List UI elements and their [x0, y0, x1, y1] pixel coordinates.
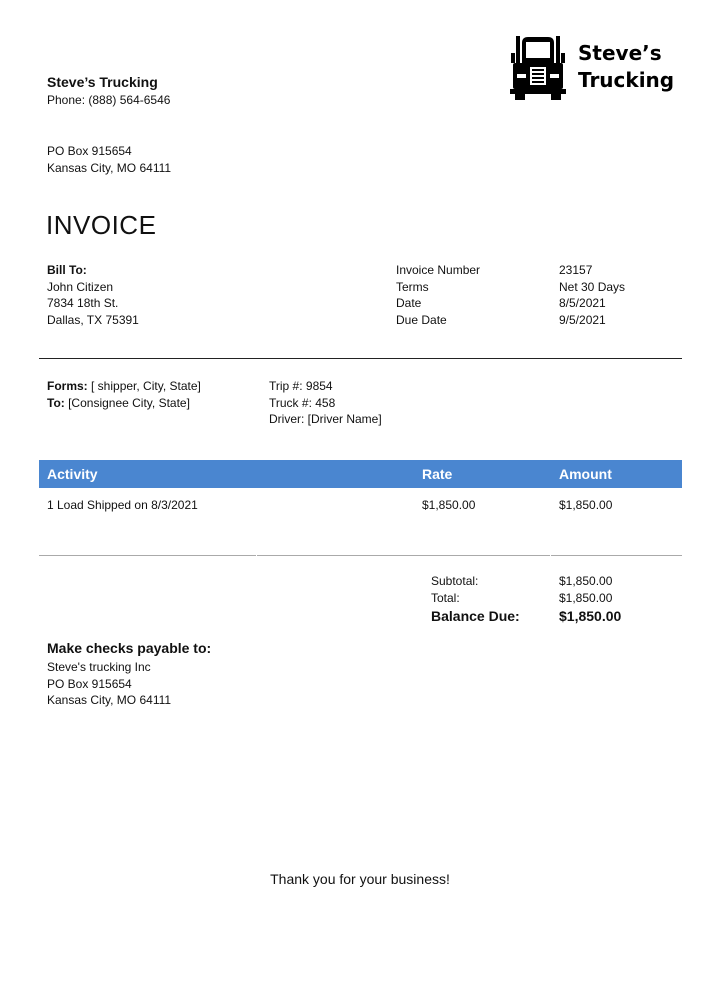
invoice-meta-labels [396, 262, 480, 328]
table-bottom-line [551, 555, 682, 556]
truck-number: Truck #: 458 [269, 395, 336, 410]
company-name: Steve’s Trucking [47, 74, 158, 90]
shipment-details [269, 378, 382, 428]
to-value: [Consignee City, State] [64, 395, 190, 410]
bill-to-name: John Citizen [47, 279, 114, 294]
table-bottom-line [39, 555, 256, 556]
payee-address-line2: Kansas City, MO 64111 [47, 693, 172, 707]
bill-to-label: Bill To: [47, 263, 87, 277]
payment-address [47, 659, 171, 709]
date-value: 8/5/2021 [559, 296, 606, 310]
balance-due-label: Balance Due: [431, 608, 520, 624]
driver-name: Driver: [Driver Name] [269, 412, 382, 426]
table-bottom-line [257, 555, 550, 556]
row-amount: $1,850.00 [559, 498, 613, 512]
invoice-title: INVOICE [46, 210, 157, 240]
trip-number: Trip #: 9854 [269, 379, 333, 393]
to-line [47, 395, 201, 412]
shipment-route [47, 378, 201, 411]
due-date-value: 9/5/2021 [559, 312, 606, 327]
truck-icon [508, 33, 568, 101]
company-address-line2: Kansas City, MO 64111 [47, 160, 172, 175]
rate-header: Rate [422, 466, 453, 482]
thank-you-note: Thank you for your business! [270, 871, 450, 887]
company-address-line1: PO Box 915654 [47, 144, 132, 158]
terms-label: Terms [396, 279, 429, 294]
section-divider [39, 358, 682, 359]
company-phone: Phone: (888) 564-6546 [47, 93, 171, 107]
total-label: Total: [431, 590, 460, 605]
terms-value: Net 30 Days [559, 279, 626, 294]
logo-text [578, 40, 674, 94]
balance-due-value: $1,850.00 [559, 608, 622, 624]
table-header [39, 460, 682, 488]
activity-header: Activity [47, 466, 98, 482]
logo-text-line1: Steve’s [578, 41, 662, 65]
forms-label: Forms: [47, 379, 88, 393]
row-activity: 1 Load Shipped on 8/3/2021 [47, 498, 198, 512]
invoice-number-label: Invoice Number [396, 263, 481, 277]
amount-header: Amount [559, 466, 612, 482]
invoice-number-value: 23157 [559, 263, 593, 277]
subtotal-label: Subtotal: [431, 574, 479, 588]
company-address [47, 143, 171, 176]
payee-name: Steve's trucking Inc [47, 660, 151, 674]
row-rate: $1,850.00 [422, 498, 476, 512]
forms-line [47, 378, 201, 395]
bill-to-street: 7834 18th St. [47, 296, 119, 310]
bill-to-city: Dallas, TX 75391 [47, 312, 139, 327]
payment-title: Make checks payable to: [47, 640, 212, 656]
date-label: Date [396, 296, 422, 310]
bill-to [47, 262, 139, 328]
payee-address-line1: PO Box 915654 [47, 676, 132, 691]
totals-labels [431, 573, 520, 626]
logo-text-line2: Trucking [578, 68, 675, 92]
invoice-meta-values [559, 262, 625, 328]
totals-values [559, 573, 621, 626]
to-label: To: [47, 395, 65, 410]
forms-value: [ shipper, City, State] [87, 379, 201, 393]
due-date-label: Due Date [396, 312, 447, 327]
subtotal-value: $1,850.00 [559, 574, 613, 588]
total-value: $1,850.00 [559, 590, 613, 605]
